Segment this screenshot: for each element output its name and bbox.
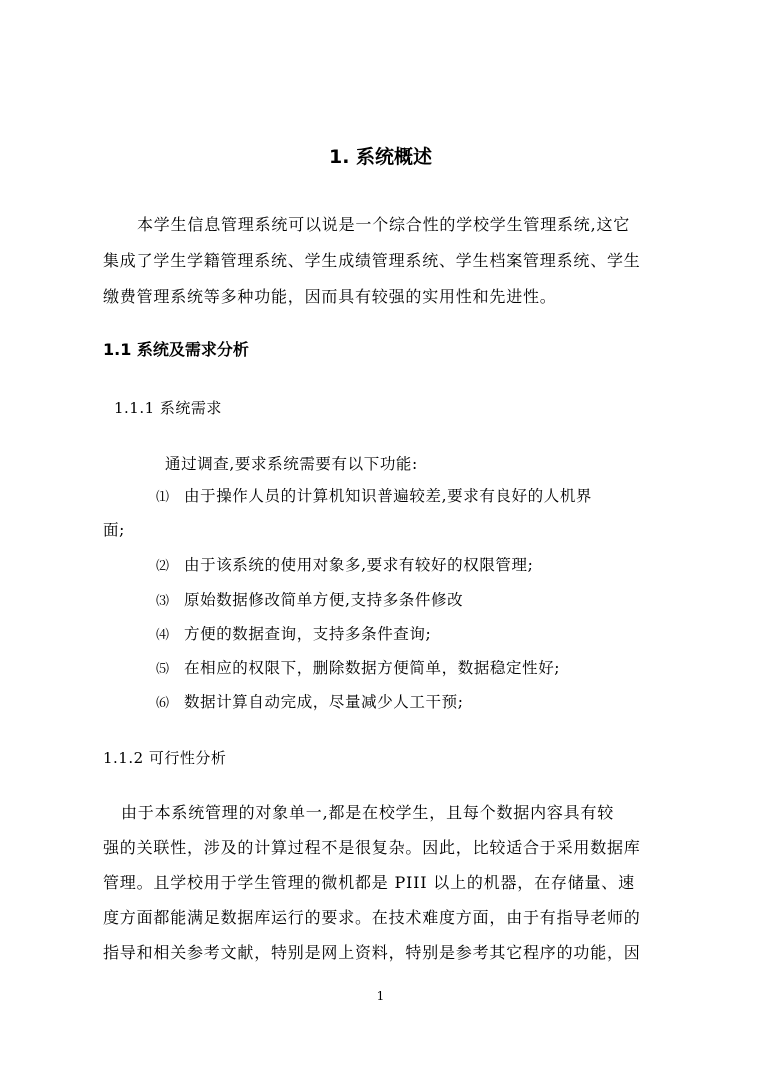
list-item-number: ⑸ [156, 662, 170, 677]
section-heading-1-1-1: 1.1.1 系统需求 [114, 399, 222, 417]
list-item-text: 数据计算自动完成，尽量减少人工干预; [184, 693, 464, 711]
page-title: 1. 系统概述 [328, 146, 433, 168]
list-item [156, 484, 592, 510]
list-item-number: ⑴ [156, 490, 170, 505]
section-heading-1-1-2: 1.1.2 可行性分析 [103, 749, 227, 767]
list-item-number: ⑹ [156, 696, 170, 711]
list-item [156, 553, 533, 579]
list-item-text: 在相应的权限下，删除数据方便简单，数据稳定性好; [184, 659, 561, 677]
page-number: 1 [376, 989, 385, 1003]
list-item-number: ⑷ [156, 628, 170, 643]
intro-line-1: 本学生信息管理系统可以说是一个综合性的学校学生管理系统,这它 [137, 215, 631, 234]
list-item-continuation: 面; [103, 521, 125, 539]
list-item-text: 由于该系统的使用对象多,要求有较好的权限管理; [184, 556, 534, 574]
feasibility-line-1: 由于本系统管理的对象单一,都是在校学生，且每个数据内容具有较 [121, 803, 615, 822]
feasibility-line-5: 指导和相关参考文献，特别是网上资料，特别是参考其它程序的功能，因 [103, 943, 641, 962]
list-item-text: 原始数据修改简单方便,支持多条件修改 [184, 591, 464, 609]
list-item-number: ⑵ [156, 559, 170, 574]
feasibility-line-4: 度方面都能满足数据库运行的要求。在技术难度方面，由于有指导老师的 [103, 908, 641, 927]
section-heading-1-1: 1.1 系统及需求分析 [103, 340, 249, 359]
list-item [156, 690, 464, 716]
list-item-text: 方便的数据查询，支持多条件查询; [184, 625, 432, 643]
list-item-text: 由于操作人员的计算机知识普遍较差,要求有良好的人机界 [184, 487, 593, 505]
intro-line-3: 缴费管理系统等多种功能，因而具有较强的实用性和先进性。 [103, 287, 557, 306]
list-item [156, 622, 431, 648]
list-item [156, 588, 463, 614]
requirements-lead: 通过调查,要求系统需要有以下功能: [165, 455, 418, 473]
feasibility-line-2: 强的关联性，涉及的计算过程不是很复杂。因此，比较适合于采用数据库 [103, 838, 641, 857]
list-item-number: ⑶ [156, 594, 170, 609]
list-item [156, 656, 560, 682]
intro-line-2: 集成了学生学籍管理系统、学生成绩管理系统、学生档案管理系统、学生 [103, 251, 641, 270]
feasibility-line-3: 管理。且学校用于学生管理的微机都是 PIII 以上的机器，在存储量、速 [103, 873, 635, 892]
